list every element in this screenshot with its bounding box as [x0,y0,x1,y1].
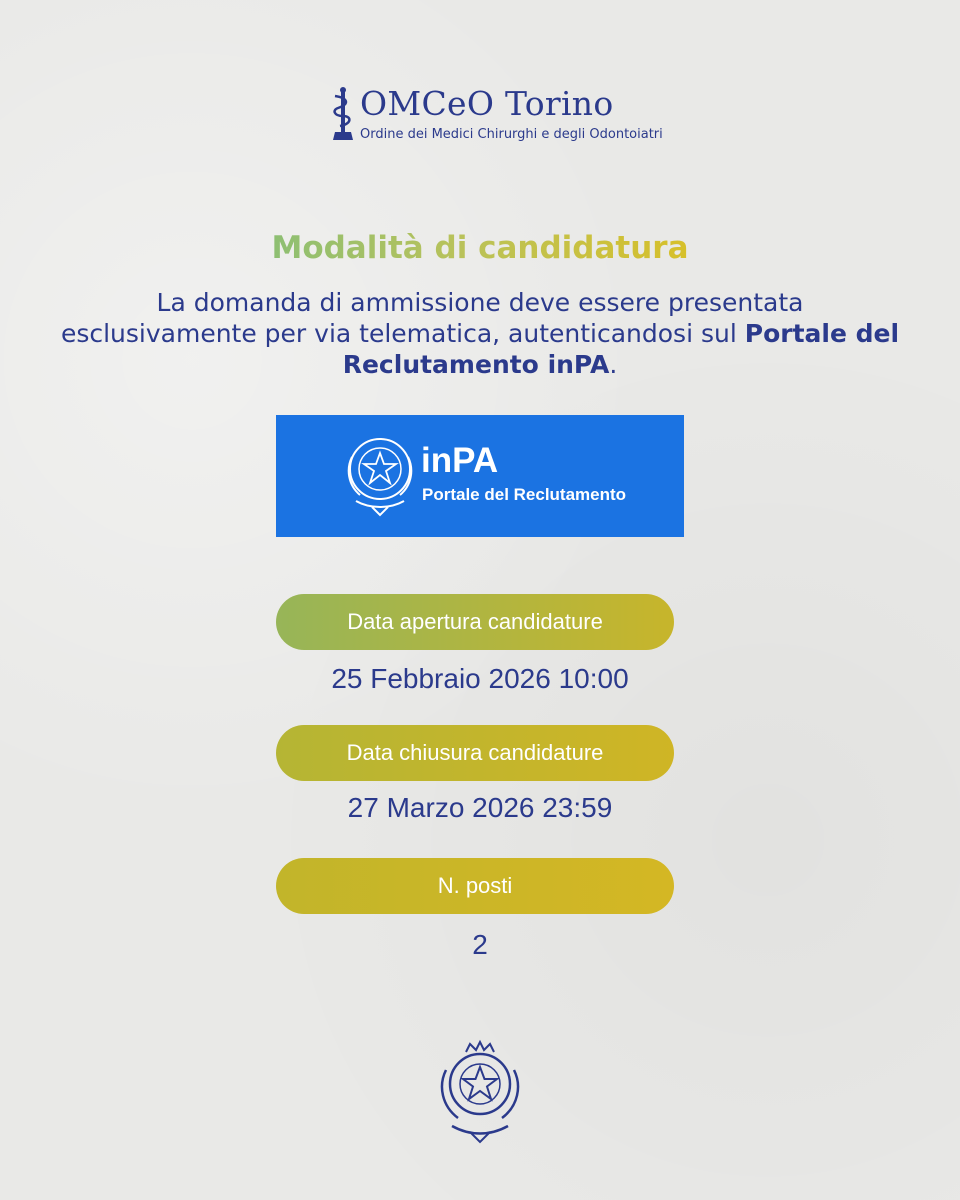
org-name: OMCeO Torino [360,84,614,123]
closing-date-value: 27 Marzo 2026 23:59 [347,792,613,823]
caduceus-icon [330,86,356,142]
inpa-portal-logo[interactable] [276,415,684,537]
org-subtitle: Ordine dei Medici Chirurghi e degli Odontoiatri [360,127,663,142]
inpa-title: inPA [421,441,499,480]
positions-value: 2 [472,929,488,960]
intro-portal-name: Portale del Reclutamento inPA [342,319,900,379]
closing-date-label: Data chiusura candidature [276,725,674,781]
opening-date-value: 25 Febbraio 2026 10:00 [331,663,629,694]
republic-emblem-icon [340,429,420,521]
section-title: Modalità di candidatura [271,230,689,266]
italian-republic-emblem-icon [430,1036,530,1144]
opening-date-label: Data apertura candidature [276,594,674,650]
intro-paragraph: La domanda di ammissione deve essere presentata esclusivamente per via telematica, autenticandosi sul Portale del Reclutamento inPA. [60,288,900,379]
intro-text: La domanda di ammissione deve essere presentata esclusivamente per via telematica, autenticandosi sul [60,288,804,348]
inpa-subtitle: Portale del Reclutamento [422,485,627,504]
positions-label: N. posti [276,858,674,914]
omceo-logo [0,84,960,154]
